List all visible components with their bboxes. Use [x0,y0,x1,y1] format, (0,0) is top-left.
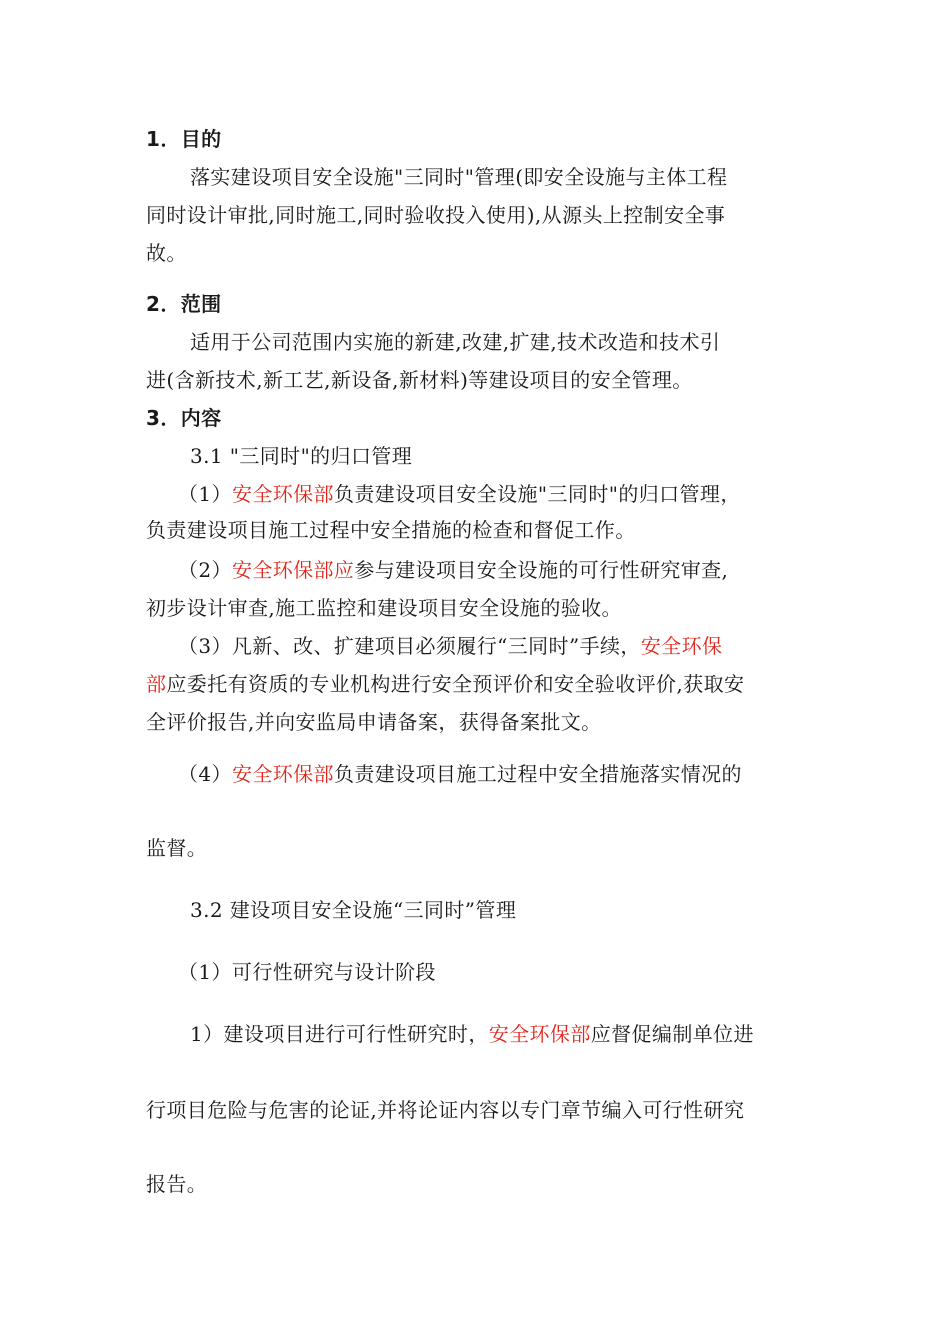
section-3-2-paragraph-1-line-3: 报告。 [146,1172,208,1196]
paragraph-1-text-2: 应督促编制单位进 [590,1022,754,1046]
item-4-text: 负责建设项目施工过程中安全措施落实情况的 [333,762,742,786]
item-3-text-2: 应委托有资质的专业机构进行安全预评价和安全验收评价,获取安 [166,672,745,696]
section-3-heading: 3．内容 [146,406,222,430]
item-2-line-1 [178,558,728,582]
section-1-paragraph-line-1: 落实建设项目安全设施"三同时"管理(即安全设施与主体工程 [190,165,728,189]
item-4-line-1 [178,762,742,786]
section-3-2-title: 3.2 建设项目安全设施“三同时”管理 [190,898,517,922]
paragraph-1-department: 安全环保部 [488,1022,591,1046]
item-2-number: （2） [178,558,232,582]
section-1-paragraph-line-2: 同时设计审批,同时施工,同时验收投入使用),从源头上控制安全事 [146,203,726,227]
item-4-line-2: 监督。 [146,836,208,860]
section-2-paragraph-line-1: 适用于公司范围内实施的新建,改建,扩建,技术改造和技术引 [190,330,721,354]
section-3-2-paragraph-1-line-1 [190,1022,754,1046]
item-2-line-2: 初步设计审查,施工监控和建设项目安全设施的验收。 [146,596,622,620]
section-1-heading: 1．目的 [146,127,222,151]
item-1-text: 负责建设项目安全设施"三同时"的归口管理， [333,482,741,506]
item-3-department-part-2: 部 [146,672,167,696]
item-2-text: 参与建设项目安全设施的可行性研究审查, [354,558,729,582]
item-4-number: （4） [178,762,232,786]
section-2-heading: 2．范围 [146,292,222,316]
item-3-line-1 [178,634,722,658]
paragraph-1-text: 1）建设项目进行可行性研究时， [190,1022,489,1046]
section-3-2-subheading-1: （1）可行性研究与设计阶段 [178,960,436,984]
item-3-department-part-1: 安全环保 [640,634,723,658]
section-1-paragraph-line-3: 故。 [146,241,187,265]
item-3-line-3: 全评价报告,并向安监局申请备案，获得备案批文。 [146,710,602,734]
item-1-line-2: 负责建设项目施工过程中安全措施的检查和督促工作。 [146,518,636,542]
item-1-department: 安全环保部 [231,482,334,506]
item-3-line-2 [146,672,744,696]
item-1-line-1 [178,482,741,506]
section-2-paragraph-line-2: 进(含新技术,新工艺,新设备,新材料)等建设项目的安全管理。 [146,368,693,392]
section-3-2-paragraph-1-line-2: 行项目危险与危害的论证,并将论证内容以专门章节编入可行性研究 [146,1098,745,1122]
section-3-1-title: 3.1 "三同时"的归口管理 [190,444,413,468]
item-2-department: 安全环保部应 [231,558,355,582]
item-1-number: （1） [178,482,232,506]
item-3-text: （3）凡新、改、扩建项目必须履行“三同时”手续， [178,634,641,658]
item-4-department: 安全环保部 [231,762,334,786]
